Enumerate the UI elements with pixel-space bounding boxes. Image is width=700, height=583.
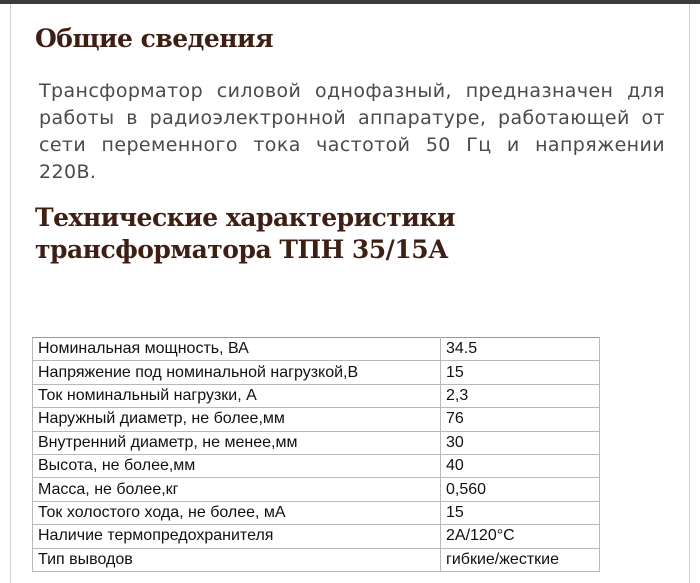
table-row (33, 525, 600, 548)
table-row (33, 408, 600, 431)
tech-heading-line-2: трансформатора ТПН 35/15А (35, 235, 448, 264)
table-row (33, 384, 600, 407)
spec-name: Ток холостого хода, не более, мА (33, 501, 441, 524)
spec-value: 76 (441, 408, 600, 431)
spec-value: 30 (441, 431, 600, 454)
spec-name: Масса, не более,кг (33, 478, 441, 501)
table-row (33, 478, 600, 501)
general-info-paragraph: Трансформатор силовой однофазный, предназначен для работы в радиоэлектронной аппаратуре, работающей от сети переменного тока частотой 50 Гц и напряжении 220В. (39, 80, 665, 183)
spec-value: гибкие/жесткие (441, 548, 600, 571)
general-info-heading: Общие сведения (35, 24, 274, 53)
spec-name: Тип выводов (33, 548, 441, 571)
table-row (33, 361, 600, 384)
document-page (10, 4, 690, 583)
spec-name: Номинальная мощность, ВА (33, 338, 441, 361)
spec-name: Наружный диаметр, не более,мм (33, 408, 441, 431)
spec-name: Внутренний диаметр, не менее,мм (33, 431, 441, 454)
spec-value: 40 (441, 454, 600, 477)
spec-value: 34.5 (441, 338, 600, 361)
tech-specs-heading (35, 202, 675, 266)
spec-value: 15 (441, 501, 600, 524)
spec-name: Ток номинальный нагрузки, А (33, 384, 441, 407)
spec-name: Напряжение под номинальной нагрузкой,В (33, 361, 441, 384)
table-row (33, 338, 600, 361)
spec-name: Высота, не более,мм (33, 454, 441, 477)
specs-table (32, 337, 600, 572)
spec-value: 2,3 (441, 384, 600, 407)
spec-name: Наличие термопредохранителя (33, 525, 441, 548)
tech-heading-line-1: Технические характеристики (35, 203, 455, 232)
spec-value: 0,560 (441, 478, 600, 501)
table-row (33, 454, 600, 477)
table-row (33, 431, 600, 454)
spec-value: 2А/120°С (441, 525, 600, 548)
spec-value: 15 (441, 361, 600, 384)
table-row (33, 501, 600, 524)
table-row (33, 548, 600, 571)
